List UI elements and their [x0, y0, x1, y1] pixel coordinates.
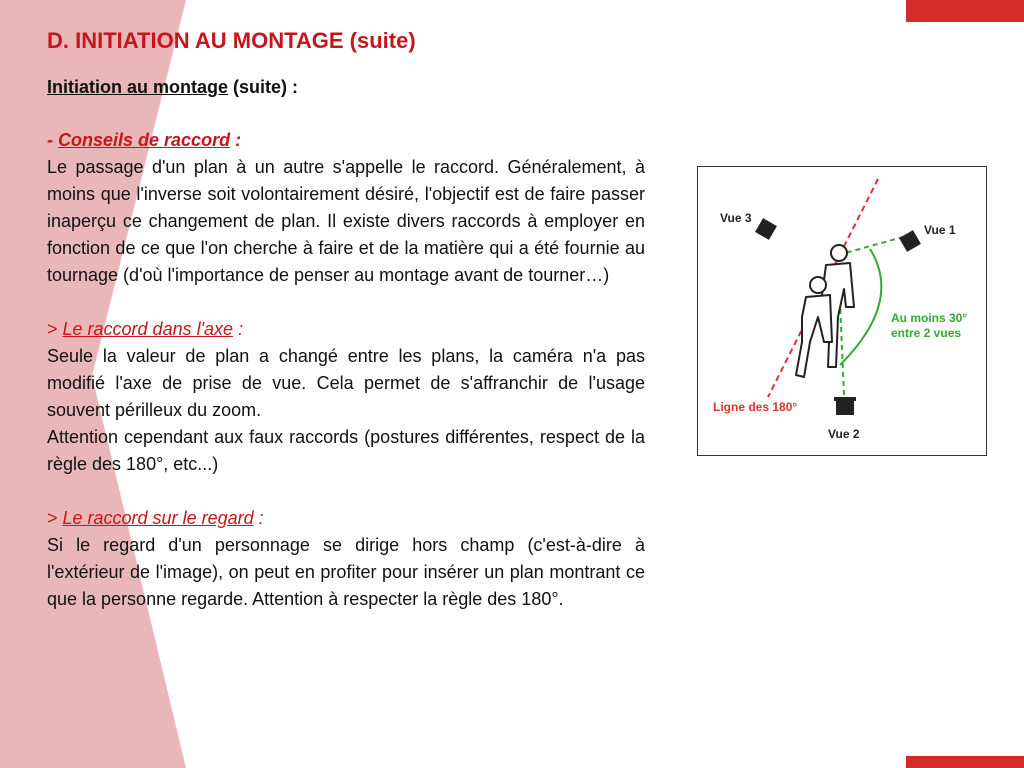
section-subtitle: [47, 74, 645, 100]
axe-label: Le raccord dans l'axe: [62, 319, 234, 339]
subtitle-underlined: Initiation au montage: [47, 77, 229, 97]
camera-angles-diagram: [697, 166, 987, 456]
conseils-text: Le passage d'un plan à un autre s'appelle le raccord. Généralement, à moins que l'inverse soit volontairement désiré, l'objectif est de faire passer inaperçu ce changement de plan. Il existe divers raccords à employer en fonction de ce que l'on cherche à faire et de la matière qui a été fournie au tournage (d'où l'importance de penser au montage avant de tourner…): [47, 157, 645, 285]
slide-title: D. INITIATION AU MONTAGE (suite): [47, 28, 416, 53]
vue3-label: Vue 3: [720, 211, 752, 225]
axe-heading: [47, 316, 645, 343]
axe-text: Seule la valeur de plan a changé entre les plans, la caméra n'a pas modifié l'axe de prise de vue. Cela permet de s'affranchir de l'usage souvent périlleux du zoom.: [47, 346, 645, 420]
axe-suffix: :: [233, 319, 244, 339]
top-right-accent-bar: [906, 0, 1024, 22]
camera-icon-vue3: [755, 218, 777, 240]
regard-suffix: :: [253, 508, 264, 528]
camera-icon-vue2: [834, 397, 856, 415]
angle-label-line2: entre 2 vues: [891, 326, 962, 340]
axe-text-2: Attention cependant aux faux raccords (postures différentes, respect de la règle des 180°, etc...): [47, 427, 645, 474]
conseils-label: Conseils de raccord: [58, 130, 231, 150]
regard-label: Le raccord sur le regard: [62, 508, 254, 528]
actor-figures: [796, 245, 854, 377]
axe-prefix: >: [47, 319, 63, 339]
regard-heading: [47, 505, 645, 532]
conseils-prefix: -: [47, 130, 58, 150]
bottom-right-accent-bar: [906, 756, 1024, 768]
angle-label-line1: Au moins 30°: [891, 311, 968, 325]
camera-icon-vue1: [899, 230, 921, 252]
section-raccord-axe: [47, 316, 645, 478]
vue1-label: Vue 1: [924, 223, 956, 237]
vue2-label: Vue 2: [828, 427, 860, 441]
slide-content: [47, 24, 645, 613]
section-raccord-regard: [47, 505, 645, 613]
diagram-svg: [698, 167, 986, 455]
conseils-suffix: :: [230, 130, 242, 150]
regard-prefix: >: [47, 508, 63, 528]
section-conseils: [47, 127, 645, 289]
subtitle-rest: (suite) :: [228, 77, 299, 97]
conseils-heading: [47, 127, 645, 154]
regard-text: Si le regard d'un personnage se dirige hors champ (c'est-à-dire à l'extérieur de l'image), on peut en profiter pour insérer un plan montrant ce que la personne regarde. Attention à respecter la règle des 180°.: [47, 535, 645, 609]
axis-180-label: Ligne des 180°: [713, 400, 798, 414]
